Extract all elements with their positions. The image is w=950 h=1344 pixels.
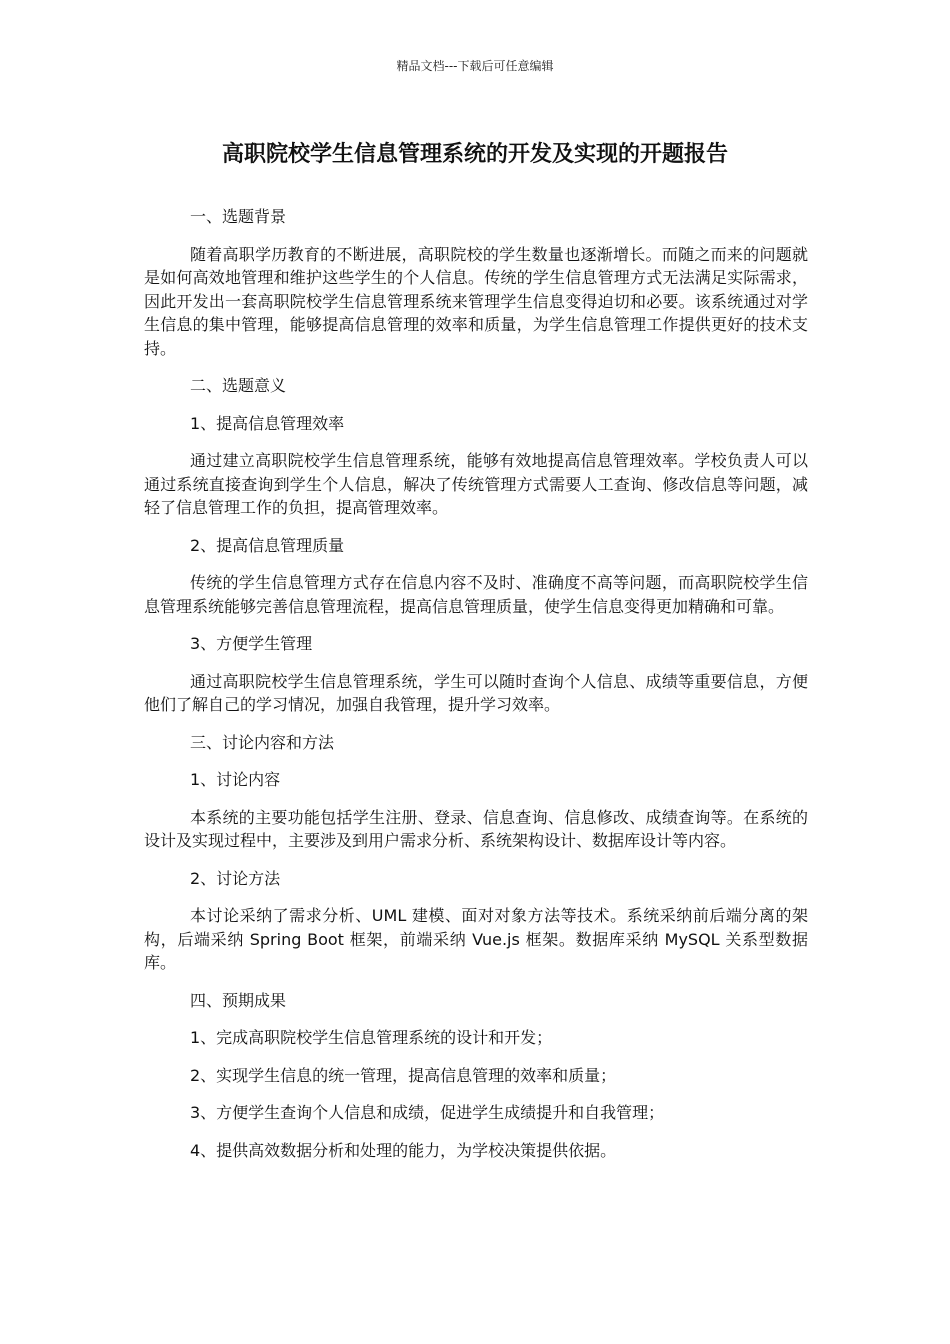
section-heading-research: 三、讨论内容和方法	[190, 732, 335, 752]
list-item: 4、提供高效数据分析和处理的能力，为学校决策提供依据。	[190, 1140, 617, 1160]
paragraph-student-management: 通过高职院校学生信息管理系统，学生可以随时查询个人信息、成绩等重要信息，方便他们了解自己的学习情况，加强自我管理，提升学习效率。	[144, 671, 808, 714]
page-header: 精品文档---下载后可任意编辑	[396, 59, 554, 73]
subheading-research-content: 1、讨论内容	[190, 770, 281, 789]
paragraph-research-method: 本讨论采纳了需求分析、UML 建模、面对对象方法等技术。系统采纳前后端分离的架构，后端采纳 Spring Boot 框架，前端采纳 Vue.js 框架。数据库采纳 MySQL 关系型数据库。	[144, 906, 808, 972]
document-body	[144, 205, 808, 1176]
list-item: 3、方便学生查询个人信息和成绩，促进学生成绩提升和自我管理；	[190, 1103, 665, 1122]
paragraph-background: 随着高职学历教育的不断进展，高职院校的学生数量也逐渐增长。而随之而来的问题就是如何高效地管理和维护这些学生的个人信息。传统的学生信息管理方式无法满足实际需求，因此开发出一套高职院校学生信息管理系统来管理学生信息变得迫切和必要。该系统通过对学生信息的集中管理，能够提高信息管理的效率和质量，为学生信息管理工作提供更好的技术支持。	[144, 244, 808, 358]
subheading-quality: 2、提高信息管理质量	[190, 535, 345, 555]
paragraph-efficiency: 通过建立高职院校学生信息管理系统，能够有效地提高信息管理效率。学校负责人可以通过系统直接查询到学生个人信息，解决了传统管理方式需要人工查询、修改信息等问题，减轻了信息管理工作的负担，提高管理效率。	[144, 451, 808, 517]
subheading-student-management: 3、方便学生管理	[190, 634, 313, 653]
document-title: 高职院校学生信息管理系统的开发及实现的开题报告	[221, 142, 728, 167]
subheading-research-method: 2、讨论方法	[190, 868, 281, 888]
section-heading-background: 一、选题背景	[190, 207, 287, 226]
list-item: 1、完成高职院校学生信息管理系统的设计和开发；	[190, 1028, 553, 1047]
subheading-efficiency: 1、提高信息管理效率	[190, 413, 345, 433]
section-heading-outcomes: 四、预期成果	[190, 990, 287, 1010]
section-heading-significance: 二、选题意义	[190, 376, 287, 395]
paragraph-quality: 传统的学生信息管理方式存在信息内容不及时、准确度不高等问题，而高职院校学生信息管理系统能够完善信息管理流程，提高信息管理质量，使学生信息变得更加精确和可靠。	[144, 573, 808, 616]
list-item: 2、实现学生信息的统一管理，提高信息管理的效率和质量；	[190, 1065, 617, 1085]
paragraph-research-content: 本系统的主要功能包括学生注册、登录、信息查询、信息修改、成绩查询等。在系统的设计及实现过程中，主要涉及到用户需求分析、系统架构设计、数据库设计等内容。	[144, 807, 808, 850]
